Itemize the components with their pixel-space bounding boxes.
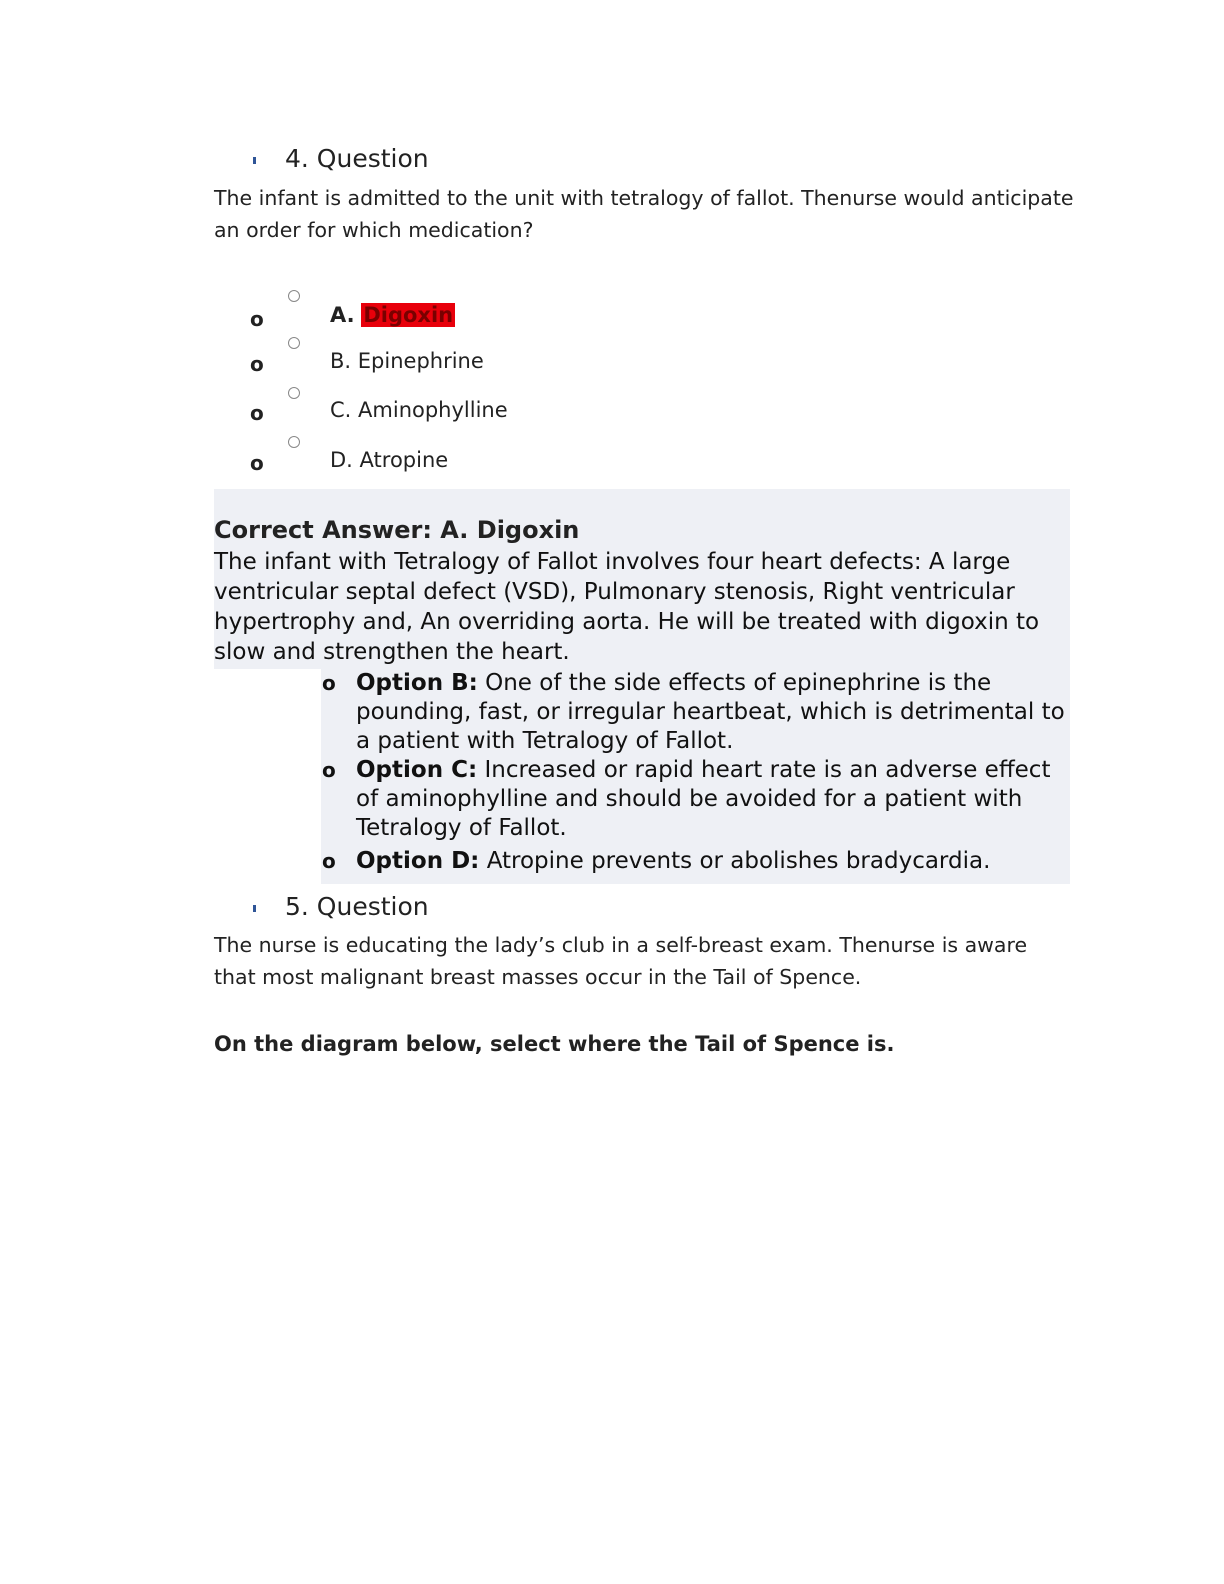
q4-bullet-marker bbox=[253, 157, 256, 164]
option-d-letter: D. bbox=[330, 448, 353, 472]
option-a-radio[interactable] bbox=[288, 290, 300, 302]
option-c-letter: C. bbox=[330, 398, 352, 422]
q5-bullet-marker bbox=[253, 905, 256, 912]
option-d-radio[interactable] bbox=[288, 436, 300, 448]
option-a-label: Digoxin bbox=[363, 303, 454, 327]
sub-bullet: o bbox=[322, 849, 336, 873]
option-b[interactable] bbox=[330, 349, 484, 373]
option-c-label: Aminophylline bbox=[358, 398, 508, 422]
option-b-letter: B. bbox=[330, 349, 352, 373]
option-d-explanation-text: Atropine prevents or abolishes bradycardia. bbox=[486, 848, 991, 874]
option-d[interactable] bbox=[330, 448, 448, 472]
option-b-explanation-label: Option B: bbox=[356, 670, 478, 696]
q5-instruction: On the diagram below, select where the Tail of Spence is. bbox=[214, 1032, 895, 1056]
option-c-radio[interactable] bbox=[288, 387, 300, 399]
q5-heading: 5. Question bbox=[285, 892, 429, 921]
option-d-explanation-label: Option D: bbox=[356, 848, 480, 874]
q4-heading: 4. Question bbox=[285, 144, 429, 173]
option-b-label: Epinephrine bbox=[357, 349, 484, 373]
option-c-explanation-label: Option C: bbox=[356, 757, 478, 783]
option-b-explanation bbox=[322, 669, 1072, 756]
option-c[interactable] bbox=[330, 398, 508, 422]
option-b-radio[interactable] bbox=[288, 337, 300, 349]
explanation-body: The infant with Tetralogy of Fallot involves four heart defects: A large ventricular septal defect (VSD), Pulmonary stenosis, Right ventricular hypertrophy and, An overriding aorta. He will be treated with digoxin to slow and strengthen the heart. bbox=[214, 549, 1040, 665]
option-a[interactable] bbox=[330, 303, 455, 327]
option-c-bullet: o bbox=[250, 401, 264, 425]
option-explanations bbox=[322, 669, 1072, 876]
option-a-letter: A. bbox=[330, 303, 355, 327]
option-b-explanation-text: One of the side effects of epinephrine is the pounding, fast, or irregular heartbeat, which is detrimental to a patient with Tetralogy of Fallot. bbox=[356, 670, 1065, 754]
sub-bullet: o bbox=[322, 671, 336, 695]
q5-question-text: The nurse is educating the lady’s club in a self-breast exam. Thenurse is aware that most malignant breast masses occur in the Tail of Spence. bbox=[214, 933, 1028, 989]
option-a-bullet: o bbox=[250, 307, 264, 331]
option-d-bullet: o bbox=[250, 451, 264, 475]
sub-bullet: o bbox=[322, 758, 336, 782]
option-d-label: Atropine bbox=[359, 448, 449, 472]
correct-answer-title: Correct Answer: A. Digoxin bbox=[214, 516, 580, 544]
option-d-explanation bbox=[322, 847, 1072, 876]
q4-question-text: The infant is admitted to the unit with tetralogy of fallot. Thenurse would anticipate an order for which medication? bbox=[214, 186, 1074, 242]
option-c-explanation bbox=[322, 756, 1072, 843]
option-b-bullet: o bbox=[250, 352, 264, 376]
option-c-explanation-text: Increased or rapid heart rate is an adverse effect of aminophylline and should be avoided for a patient with Tetralogy of Fallot. bbox=[356, 757, 1051, 841]
